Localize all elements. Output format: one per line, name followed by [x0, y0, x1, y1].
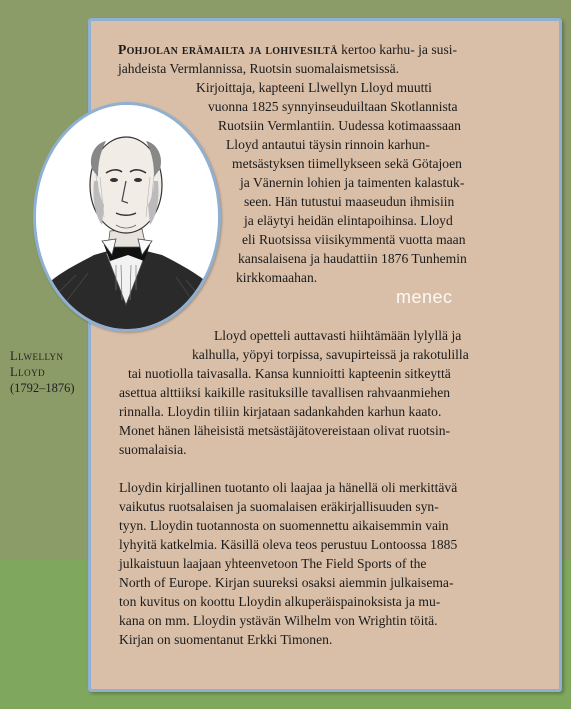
paragraph-1-line-12: kirkkomaahan.	[236, 270, 318, 285]
caption-name-line-2: Lloyd	[10, 365, 46, 379]
paragraph-1-line-5: Lloyd antautui täysin rinnoin karhun-	[226, 137, 430, 152]
paragraph-2-line-0: Lloyd opetteli auttavasti hiihtämään lylyllä ja	[214, 328, 462, 343]
book-title-lead: Pohjolan erämailta ja lohivesiltä	[118, 42, 338, 57]
paragraph-2-line-2: tai nuotiolla taivasalla. Kansa kunnioitti kapteenin sitkeyttä	[128, 366, 451, 381]
paragraph-3-line-8: Kirjan on suomentanut Erkki Timonen.	[119, 632, 333, 647]
paragraph-2-line-5: Monet hänen läheisistä metsästäjätovereistaan olivat ruotsin-	[119, 423, 451, 438]
caption-years: (1792–1876)	[10, 381, 75, 395]
paragraph-2-line-4: rinnalla. Lloydin tiliin kirjataan sadankahden karhun kaato.	[119, 404, 442, 419]
paragraph-2-line-6: suomalaisia.	[119, 442, 187, 457]
paragraph-1-line-2: Kirjoittaja, kapteeni Llwellyn Lloyd muutti	[196, 80, 432, 95]
paragraph-1-line-3: vuonna 1825 synnyinseuduiltaan Skotlannista	[208, 99, 458, 114]
paragraph-1-line-6: metsästyksen tiimellykseen sekä Götajoen	[232, 156, 462, 171]
portrait-engraving-illustration	[36, 105, 218, 329]
paragraph-1-line-1: jahdeista Vermlannissa, Ruotsin suomalaismetsissä.	[118, 61, 400, 76]
paragraph-1-line-11: kansalaisena ja haudattiin 1876 Tunhemin	[238, 251, 467, 266]
watermark-text: menec	[396, 287, 453, 307]
paragraph-1-line-10: eli Ruotsissa viisikymmentä vuotta maan	[242, 232, 466, 247]
paragraph-3-line-2: tyyn. Lloydin tuotannosta on suomennettu aikaisemmin vain	[119, 518, 449, 533]
paragraph-3-line-7: kana on mm. Lloydin ystävän Wilhelm von Wrightin töitä.	[119, 613, 438, 628]
paragraph-1-line-7: ja Vänernin lohien ja taimenten kalastuk-	[240, 175, 465, 190]
paragraph-2-line-3: asettua alttiiksi kaikille rasituksille tavallisen rahvaanmiehen	[119, 385, 451, 400]
caption-name-line-1: Llwellyn	[10, 349, 64, 363]
paragraph-1-line-0: Pohjolan erämailta ja lohivesiltä kertoo karhu- ja susi-	[118, 42, 458, 57]
portrait-oval	[33, 102, 221, 332]
paragraph-2-line-1: kalhulla, yöpyi torpissa, savupirteissä ja rakotulilla	[192, 347, 469, 362]
paragraph-3-line-6: ton kuvitus on koottu Lloydin alkuperäispainoksista ja mu-	[119, 594, 441, 609]
paragraph-3-line-3: lyhyitä katkelmia. Käsillä oleva teos perustuu Lontoossa 1885	[119, 537, 458, 552]
paragraph-1-line-9: ja eläytyi heidän elintapoihinsa. Lloyd	[244, 213, 453, 228]
portrait-caption	[10, 348, 90, 396]
paragraph-3-line-5: North of Europe. Kirjan suureksi osaksi aiemmin julkaisema-	[119, 575, 454, 590]
paragraph-3-line-0: Lloydin kirjallinen tuotanto oli laajaa ja hänellä oli merkittävä	[119, 480, 458, 495]
paragraph-3-line-1: vaikutus ruotsalaisen ja suomalaisen eräkirjallisuuden syn-	[119, 499, 439, 514]
paragraph-1-line-4: Ruotsiin Vermlantiin. Uudessa kotimaassaan	[218, 118, 461, 133]
paragraph-1-line-8: seen. Hän tutustui maaseudun ihmisiin	[244, 194, 455, 209]
paragraph-3-line-4: julkaistuun laajaan yhteenvetoon The Field Sports of the	[119, 556, 427, 571]
